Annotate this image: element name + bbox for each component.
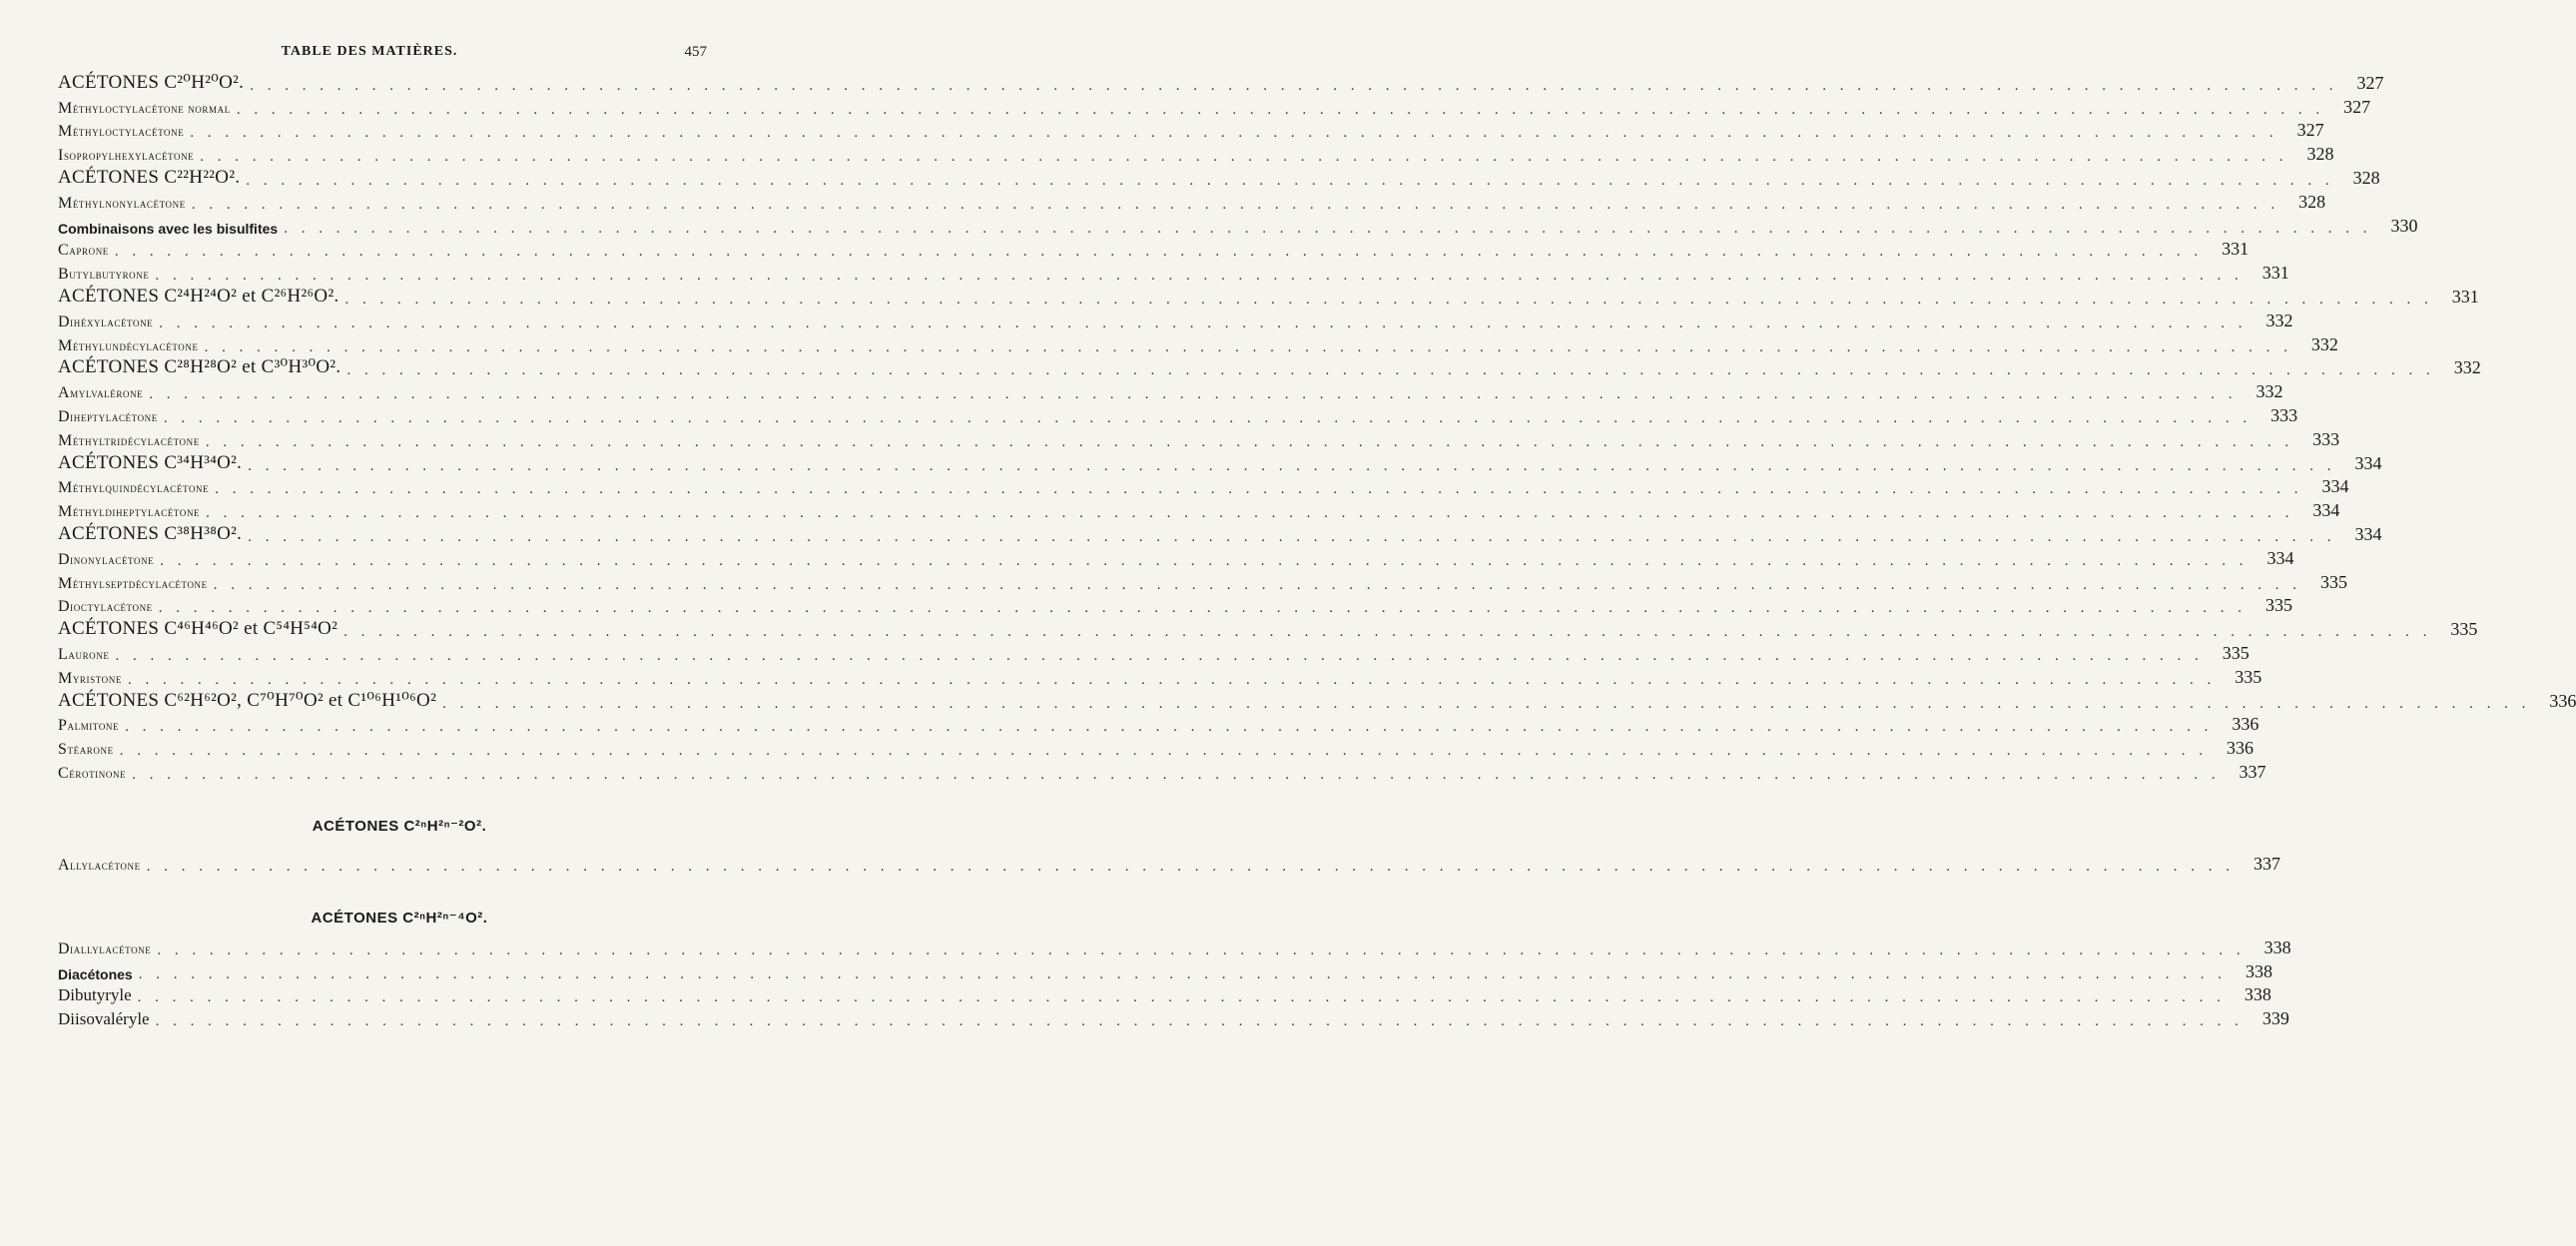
toc-entry-page: 328 bbox=[2306, 144, 2334, 165]
toc-entry bbox=[58, 934, 2291, 958]
toc-entry-page: 338 bbox=[2245, 960, 2272, 981]
dot-leader: . . . . . . . . . . . . . . . . . . . . . . . . . . . . . . . . . . . . . . . . . . . . . . . . . . . . . . . . . . . . . . . . . . . . . . . . . . . . . . . . . . . . . . . . . . . . . . . . . . . . . . . . . . . . . . . . . . . . . . . . bbox=[127, 671, 2217, 688]
toc-entry bbox=[58, 735, 2254, 760]
toc-entry bbox=[58, 640, 2250, 664]
toc-entry-label: ACÉTONES C²⁴H²⁴O² et C²⁶H²⁶O². bbox=[58, 285, 339, 307]
toc-entry bbox=[58, 213, 2418, 237]
toc-entry bbox=[58, 260, 2289, 285]
dot-leader: . . . . . . . . . . . . . . . . . . . . . . . . . . . . . . . . . . . . . . . . . . . . . . . . . . . . . . . . . . . . . . . . . . . . . . . . . . . . . . . . . . . . . . . . . . . . . . . . . . . . . . . . . . . . . . . . . . . . . . . . bbox=[206, 505, 2294, 522]
toc-entry-label: Méthylseptdécylacétone bbox=[58, 574, 208, 592]
toc-entry bbox=[58, 94, 2371, 118]
toc-entry-label: Butylbutyrone bbox=[58, 266, 150, 284]
toc-entry-label: Isopropylhexylacétone bbox=[58, 147, 195, 165]
toc-entry-page: 327 bbox=[2343, 96, 2371, 117]
toc-entry bbox=[58, 521, 2382, 545]
toc-entry bbox=[58, 712, 2259, 736]
toc-entry-page: 331 bbox=[2222, 239, 2250, 260]
dot-leader: . . . . . . . . . . . . . . . . . . . . . . . . . . . . . . . . . . . . . . . . . . . . . . . . . . . . . . . . . . . . . . . . . . . . . . . . . . . . . . . . . . . . . . . . . . . . . . . . . . . . . . . . . . . . . . . . . . . . . . . . bbox=[146, 858, 2235, 875]
toc-entry-page: 334 bbox=[2266, 547, 2294, 568]
dot-leader: . . . . . . . . . . . . . . . . . . . . . . . . . . . . . . . . . . . . . . . . . . . . . . . . . . . . . . . . . . . . . . . . . . . . . . . . . . . . . . . . . . . . . . . . . . . . . . . . . . . . . . . . . . . . . . . . . . . . . . . . bbox=[213, 576, 2302, 593]
dot-leader: . . . . . . . . . . . . . . . . . . . . . . . . . . . . . . . . . . . . . . . . . . . . . . . . . . . . . . . . . . . . . . . . . . . . . . . . . . . . . . . . . . . . . . . . . . . . . . . . . . . . . . . . . . . . . . . . . . . . . . . . bbox=[138, 965, 2227, 982]
running-title: TABLE DES MATIÈRES. bbox=[281, 44, 458, 59]
dot-leader: . . . . . . . . . . . . . . . . . . . . . . . . . . . . . . . . . . . . . . . . . . . . . . . . . . . . . . . . . . . . . . . . . . . . . . . . . . . . . . . . . . . . . . . . . . . . . . . . . . . . . . . . . . . . . . . . . . . . . . . . bbox=[343, 624, 2432, 641]
toc-entry-label: Méthyltridécylacétone bbox=[58, 431, 200, 449]
toc-entry-page: 332 bbox=[2255, 381, 2283, 402]
dot-leader: . . . . . . . . . . . . . . . . . . . . . . . . . . . . . . . . . . . . . . . . . . . . . . . . . . . . . . . . . . . . . . . . . . . . . . . . . . . . . . . . . . . . . . . . . . . . . . . . . . . . . . . . . . . . . . . . . . . . . . . . bbox=[160, 552, 2249, 569]
toc-entry-label: ACÉTONES C⁶²H⁶²O², C⁷⁰H⁷⁰O² et C¹⁰⁶H¹⁰⁶O² bbox=[58, 689, 437, 711]
dot-leader: . . . . . . . . . . . . . . . . . . . . . . . . . . . . . . . . . . . . . . . . . . . . . . . . . . . . . . . . . . . . . . . . . . . . . . . . . . . . . . . . . . . . . . . . . . . . . . . . . . . . . . . . . . . . . . . . . . . . . . . . bbox=[190, 125, 2278, 142]
toc-entry bbox=[58, 70, 2384, 94]
toc-entry-label: Laurone bbox=[58, 645, 110, 663]
toc-entry-label: Dinonylacétone bbox=[58, 550, 155, 568]
toc-entry-label: ACÉTONES C³⁴H³⁴O². bbox=[58, 451, 243, 473]
toc-entry-page: 334 bbox=[2354, 452, 2382, 473]
toc-entry bbox=[58, 497, 2340, 522]
dot-leader: . . . . . . . . . . . . . . . . . . . . . . . . . . . . . . . . . . . . . . . . . . . . . . . . . . . . . . . . . . . . . . . . . . . . . . . . . . . . . . . . . . . . . . . . . . . . . . . . . . . . . . . . . . . . . . . . . . . . . . . . bbox=[215, 481, 2303, 498]
toc-entry-label: Palmitone bbox=[58, 717, 120, 735]
toc-entry-label: Amylvalérone bbox=[58, 384, 144, 402]
toc-entry-page: 332 bbox=[2310, 333, 2338, 354]
toc-entry-label: Combinaisons avec les bisulfites bbox=[58, 220, 279, 237]
toc-entry bbox=[58, 664, 2262, 688]
toc-entry bbox=[58, 426, 2340, 450]
toc-entry bbox=[58, 378, 2283, 403]
toc-entry-label: Diisovaléryle bbox=[58, 1009, 150, 1029]
toc-entry-page: 334 bbox=[2321, 476, 2349, 497]
toc-entry bbox=[58, 189, 2326, 213]
toc-entry-page: 338 bbox=[2263, 936, 2291, 957]
dot-leader: . . . . . . . . . . . . . . . . . . . . . . . . . . . . . . . . . . . . . . . . . . . . . . . . . . . . . . . . . . . . . . . . . . . . . . . . . . . . . . . . . . . . . . . . . . . . . . . . . . . . . . . . . . . . . . . . . . . . . . . . bbox=[163, 409, 2253, 426]
toc-entry-page: 333 bbox=[2312, 428, 2340, 449]
toc-entry bbox=[58, 593, 2293, 617]
toc-entry-label: Méthylundécylacétone bbox=[58, 336, 199, 354]
toc-entry-label: Méthylquindécylacétone bbox=[58, 479, 210, 497]
toc-entry-page: 333 bbox=[2270, 404, 2298, 425]
toc-entry bbox=[58, 402, 2298, 426]
dot-leader: . . . . . . . . . . . . . . . . . . . . . . . . . . . . . . . . . . . . . . . . . . . . . . . . . . . . . . . . . . . . . . . . . . . . . . . . . . . . . . . . . . . . . . . . . . . . . . . . . . . . . . . . . . . . . . . . . . . . . . . . bbox=[248, 528, 2336, 545]
dot-leader: . . . . . . . . . . . . . . . . . . . . . . . . . . . . . . . . . . . . . . . . . . . . . . . . . . . . . . . . . . . . . . . . . . . . . . . . . . . . . . . . . . . . . . . . . . . . . . . . . . . . . . . . . . . . . . . . . . . . . . . . bbox=[132, 766, 2221, 783]
dot-leader: . . . . . . . . . . . . . . . . . . . . . . . . . . . . . . . . . . . . . . . . . . . . . . . . . . . . . . . . . . . . . . . . . . . . . . . . . . . . . . . . . . . . . . . . . . . . . . . . . . . . . . . . . . . . . . . . . . . . . . . . bbox=[248, 457, 2336, 474]
toc-entry bbox=[58, 851, 2280, 875]
toc-entry-page: 334 bbox=[2312, 500, 2340, 521]
table-of-contents-section bbox=[58, 934, 2291, 1030]
toc-entry-page: 335 bbox=[2450, 619, 2478, 640]
toc-entry-page: 328 bbox=[2352, 167, 2380, 188]
toc-entry bbox=[58, 237, 2250, 261]
dot-leader: . . . . . . . . . . . . . . . . . . . . . . . . . . . . . . . . . . . . . . . . . . . . . . . . . . . . . . . . . . . . . . . . . . . . . . . . . . . . . . . . . . . . . . . . . . . . . . . . . . . . . . . . . . . . . . . . . . . . . . . . bbox=[246, 172, 2334, 189]
toc-entry-label: Dihéxylacétone bbox=[58, 312, 154, 330]
toc-entry-label: Cérotinone bbox=[58, 764, 127, 782]
toc-entry bbox=[58, 545, 2294, 569]
toc-entry bbox=[58, 284, 2479, 308]
toc-entry-page: 335 bbox=[2222, 642, 2250, 663]
toc-entry-page: 339 bbox=[2261, 1008, 2289, 1029]
dot-leader: . . . . . . . . . . . . . . . . . . . . . . . . . . . . . . . . . . . . . . . . . . . . . . . . . . . . . . . . . . . . . . . . . . . . . . . . . . . . . . . . . . . . . . . . . . . . . . . . . . . . . . . . . . . . . . . . . . . . . . . . bbox=[125, 719, 2214, 736]
toc-entry-label: ACÉTONES C²²H²²O². bbox=[58, 166, 241, 188]
toc-entry-page: 335 bbox=[2235, 666, 2262, 687]
toc-entry-label: ACÉTONES C⁴⁶H⁴⁶O² et C⁵⁴H⁵⁴O² bbox=[58, 618, 338, 640]
toc-entry-page: 335 bbox=[2320, 571, 2348, 592]
toc-entry bbox=[58, 982, 2271, 1006]
page-number: 457 bbox=[684, 44, 707, 60]
toc-entry bbox=[58, 331, 2338, 355]
dot-leader: . . . . . . . . . . . . . . . . . . . . . . . . . . . . . . . . . . . . . . . . . . . . . . . . . . . . . . . . . . . . . . . . . . . . . . . . . . . . . . . . . . . . . . . . . . . . . . . . . . . . . . . . . . . . . . . . . . . . . . . . bbox=[119, 743, 2208, 760]
dot-leader: . . . . . . . . . . . . . . . . . . . . . . . . . . . . . . . . . . . . . . . . . . . . . . . . . . . . . . . . . . . . . . . . . . . . . . . . . . . . . . . . . . . . . . . . . . . . . . . . . . . . . . . . . . . . . . . . . . . . . . . . bbox=[284, 220, 2372, 237]
dot-leader: . . . . . . . . . . . . . . . . . . . . . . . . . . . . . . . . . . . . . . . . . . . . . . . . . . . . . . . . . . . . . . . . . . . . . . . . . . . . . . . . . . . . . . . . . . . . . . . . . . . . . . . . . . . . . . . . . . . . . . . . bbox=[200, 149, 2288, 166]
toc-entry-label: Stéarone bbox=[58, 741, 114, 759]
section-title: ACÉTONES C²ⁿH²ⁿ⁻²O². bbox=[312, 818, 487, 835]
toc-entry-label: Méthyloctylacétone bbox=[58, 123, 185, 141]
dot-leader: . . . . . . . . . . . . . . . . . . . . . . . . . . . . . . . . . . . . . . . . . . . . . . . . . . . . . . . . . . . . . . . . . . . . . . . . . . . . . . . . . . . . . . . . . . . . . . . . . . . . . . . . . . . . . . . . . . . . . . . . bbox=[250, 77, 2338, 94]
toc-entry-label: ACÉTONES C³⁸H³⁸O². bbox=[58, 522, 243, 544]
toc-entry-page: 328 bbox=[2298, 191, 2326, 212]
dot-leader: . . . . . . . . . . . . . . . . . . . . . . . . . . . . . . . . . . . . . . . . . . . . . . . . . . . . . . . . . . . . . . . . . . . . . . . . . . . . . . . . . . . . . . . . . . . . . . . . . . . . . . . . . . . . . . . . . . . . . . . . bbox=[442, 695, 2531, 712]
toc-entry bbox=[58, 355, 2481, 379]
toc-entry bbox=[58, 165, 2380, 189]
dot-leader: . . . . . . . . . . . . . . . . . . . . . . . . . . . . . . . . . . . . . . . . . . . . . . . . . . . . . . . . . . . . . . . . . . . . . . . . . . . . . . . . . . . . . . . . . . . . . . . . . . . . . . . . . . . . . . . . . . . . . . . . bbox=[204, 338, 2292, 355]
toc-entry-label: Allylacétone bbox=[58, 856, 141, 874]
toc-entry-page: 337 bbox=[2239, 761, 2266, 782]
toc-entry-page: 336 bbox=[2549, 690, 2576, 711]
toc-entry-label: ACÉTONES C²⁰H²⁰O². bbox=[58, 71, 245, 93]
dot-leader: . . . . . . . . . . . . . . . . . . . . . . . . . . . . . . . . . . . . . . . . . . . . . . . . . . . . . . . . . . . . . . . . . . . . . . . . . . . . . . . . . . . . . . . . . . . . . . . . . . . . . . . . . . . . . . . . . . . . . . . . bbox=[155, 1013, 2244, 1030]
toc-entry-label: Dibutyryle bbox=[58, 985, 132, 1005]
dot-leader: . . . . . . . . . . . . . . . . . . . . . . . . . . . . . . . . . . . . . . . . . . . . . . . . . . . . . . . . . . . . . . . . . . . . . . . . . . . . . . . . . . . . . . . . . . . . . . . . . . . . . . . . . . . . . . . . . . . . . . . . bbox=[191, 196, 2280, 213]
toc-entry-page: 332 bbox=[2453, 357, 2481, 378]
toc-entry bbox=[58, 688, 2576, 712]
toc-entry-page: 330 bbox=[2390, 215, 2418, 236]
toc-entry-page: 335 bbox=[2265, 595, 2293, 616]
toc-entry bbox=[58, 958, 2272, 982]
dot-leader: . . . . . . . . . . . . . . . . . . . . . . . . . . . . . . . . . . . . . . . . . . . . . . . . . . . . . . . . . . . . . . . . . . . . . . . . . . . . . . . . . . . . . . . . . . . . . . . . . . . . . . . . . . . . . . . . . . . . . . . . bbox=[114, 244, 2204, 261]
dot-leader: . . . . . . . . . . . . . . . . . . . . . . . . . . . . . . . . . . . . . . . . . . . . . . . . . . . . . . . . . . . . . . . . . . . . . . . . . . . . . . . . . . . . . . . . . . . . . . . . . . . . . . . . . . . . . . . . . . . . . . . . bbox=[137, 989, 2226, 1006]
dot-leader: . . . . . . . . . . . . . . . . . . . . . . . . . . . . . . . . . . . . . . . . . . . . . . . . . . . . . . . . . . . . . . . . . . . . . . . . . . . . . . . . . . . . . . . . . . . . . . . . . . . . . . . . . . . . . . . . . . . . . . . . bbox=[149, 386, 2238, 403]
toc-entry-page: 331 bbox=[2451, 286, 2479, 307]
toc-entry-label: ACÉTONES C²⁸H²⁸O² et C³⁰H³⁰O². bbox=[58, 356, 341, 378]
toc-entry bbox=[58, 569, 2348, 593]
toc-entry-label: Myristone bbox=[58, 669, 122, 687]
toc-entry-page: 337 bbox=[2253, 853, 2280, 874]
toc-entry-label: Diallylacétone bbox=[58, 939, 152, 957]
dot-leader: . . . . . . . . . . . . . . . . . . . . . . . . . . . . . . . . . . . . . . . . . . . . . . . . . . . . . . . . . . . . . . . . . . . . . . . . . . . . . . . . . . . . . . . . . . . . . . . . . . . . . . . . . . . . . . . . . . . . . . . . bbox=[205, 433, 2294, 450]
dot-leader: . . . . . . . . . . . . . . . . . . . . . . . . . . . . . . . . . . . . . . . . . . . . . . . . . . . . . . . . . . . . . . . . . . . . . . . . . . . . . . . . . . . . . . . . . . . . . . . . . . . . . . . . . . . . . . . . . . . . . . . . bbox=[159, 314, 2248, 331]
toc-entry bbox=[58, 141, 2334, 166]
toc-entry-label: Méthyldiheptylacétone bbox=[58, 503, 201, 521]
toc-entry-page: 331 bbox=[2261, 263, 2289, 284]
toc-entry-label: Caprone bbox=[58, 242, 109, 260]
toc-entry-page: 327 bbox=[2356, 72, 2384, 93]
page-header bbox=[0, 44, 799, 68]
toc-entry-page: 336 bbox=[2226, 738, 2254, 759]
dot-leader: . . . . . . . . . . . . . . . . . . . . . . . . . . . . . . . . . . . . . . . . . . . . . . . . . . . . . . . . . . . . . . . . . . . . . . . . . . . . . . . . . . . . . . . . . . . . . . . . . . . . . . . . . . . . . . . . . . . . . . . . bbox=[115, 647, 2204, 664]
toc-entry-page: 327 bbox=[2296, 120, 2324, 141]
toc-entry bbox=[58, 616, 2478, 641]
toc-entry bbox=[58, 308, 2293, 331]
toc-entry-label: Diheptylacétone bbox=[58, 407, 158, 425]
toc-entry-page: 332 bbox=[2265, 310, 2293, 330]
toc-entry bbox=[58, 118, 2324, 142]
toc-entry bbox=[58, 450, 2382, 474]
dot-leader: . . . . . . . . . . . . . . . . . . . . . . . . . . . . . . . . . . . . . . . . . . . . . . . . . . . . . . . . . . . . . . . . . . . . . . . . . . . . . . . . . . . . . . . . . . . . . . . . . . . . . . . . . . . . . . . . . . . . . . . . bbox=[344, 291, 2433, 308]
dot-leader: . . . . . . . . . . . . . . . . . . . . . . . . . . . . . . . . . . . . . . . . . . . . . . . . . . . . . . . . . . . . . . . . . . . . . . . . . . . . . . . . . . . . . . . . . . . . . . . . . . . . . . . . . . . . . . . . . . . . . . . . bbox=[346, 362, 2435, 379]
section-title: ACÉTONES C²ⁿH²ⁿ⁻⁴O². bbox=[311, 910, 488, 927]
dot-leader: . . . . . . . . . . . . . . . . . . . . . . . . . . . . . . . . . . . . . . . . . . . . . . . . . . . . . . . . . . . . . . . . . . . . . . . . . . . . . . . . . . . . . . . . . . . . . . . . . . . . . . . . . . . . . . . . . . . . . . . . bbox=[157, 941, 2246, 958]
toc-entry-label: Dioctylacétone bbox=[58, 598, 153, 616]
toc-entry-label: Méthyloctylacétone normal bbox=[58, 99, 231, 117]
toc-entry-page: 336 bbox=[2232, 714, 2259, 735]
toc-entry-page: 334 bbox=[2354, 523, 2382, 544]
dot-leader: . . . . . . . . . . . . . . . . . . . . . . . . . . . . . . . . . . . . . . . . . . . . . . . . . . . . . . . . . . . . . . . . . . . . . . . . . . . . . . . . . . . . . . . . . . . . . . . . . . . . . . . . . . . . . . . . . . . . . . . . bbox=[158, 600, 2248, 617]
table-of-contents-section bbox=[58, 851, 2280, 875]
toc-entry-label: Diacétones bbox=[58, 965, 133, 982]
dot-leader: . . . . . . . . . . . . . . . . . . . . . . . . . . . . . . . . . . . . . . . . . . . . . . . . . . . . . . . . . . . . . . . . . . . . . . . . . . . . . . . . . . . . . . . . . . . . . . . . . . . . . . . . . . . . . . . . . . . . . . . . bbox=[155, 268, 2244, 285]
toc-entry-label: Méthylnonylacétone bbox=[58, 194, 186, 212]
dot-leader: . . . . . . . . . . . . . . . . . . . . . . . . . . . . . . . . . . . . . . . . . . . . . . . . . . . . . . . . . . . . . . . . . . . . . . . . . . . . . . . . . . . . . . . . . . . . . . . . . . . . . . . . . . . . . . . . . . . . . . . . bbox=[236, 101, 2325, 118]
toc-entry bbox=[58, 1005, 2289, 1030]
toc-entry-page: 338 bbox=[2244, 984, 2271, 1005]
table-of-contents bbox=[58, 70, 2576, 783]
toc-entry bbox=[58, 474, 2349, 498]
toc-entry bbox=[58, 759, 2266, 783]
